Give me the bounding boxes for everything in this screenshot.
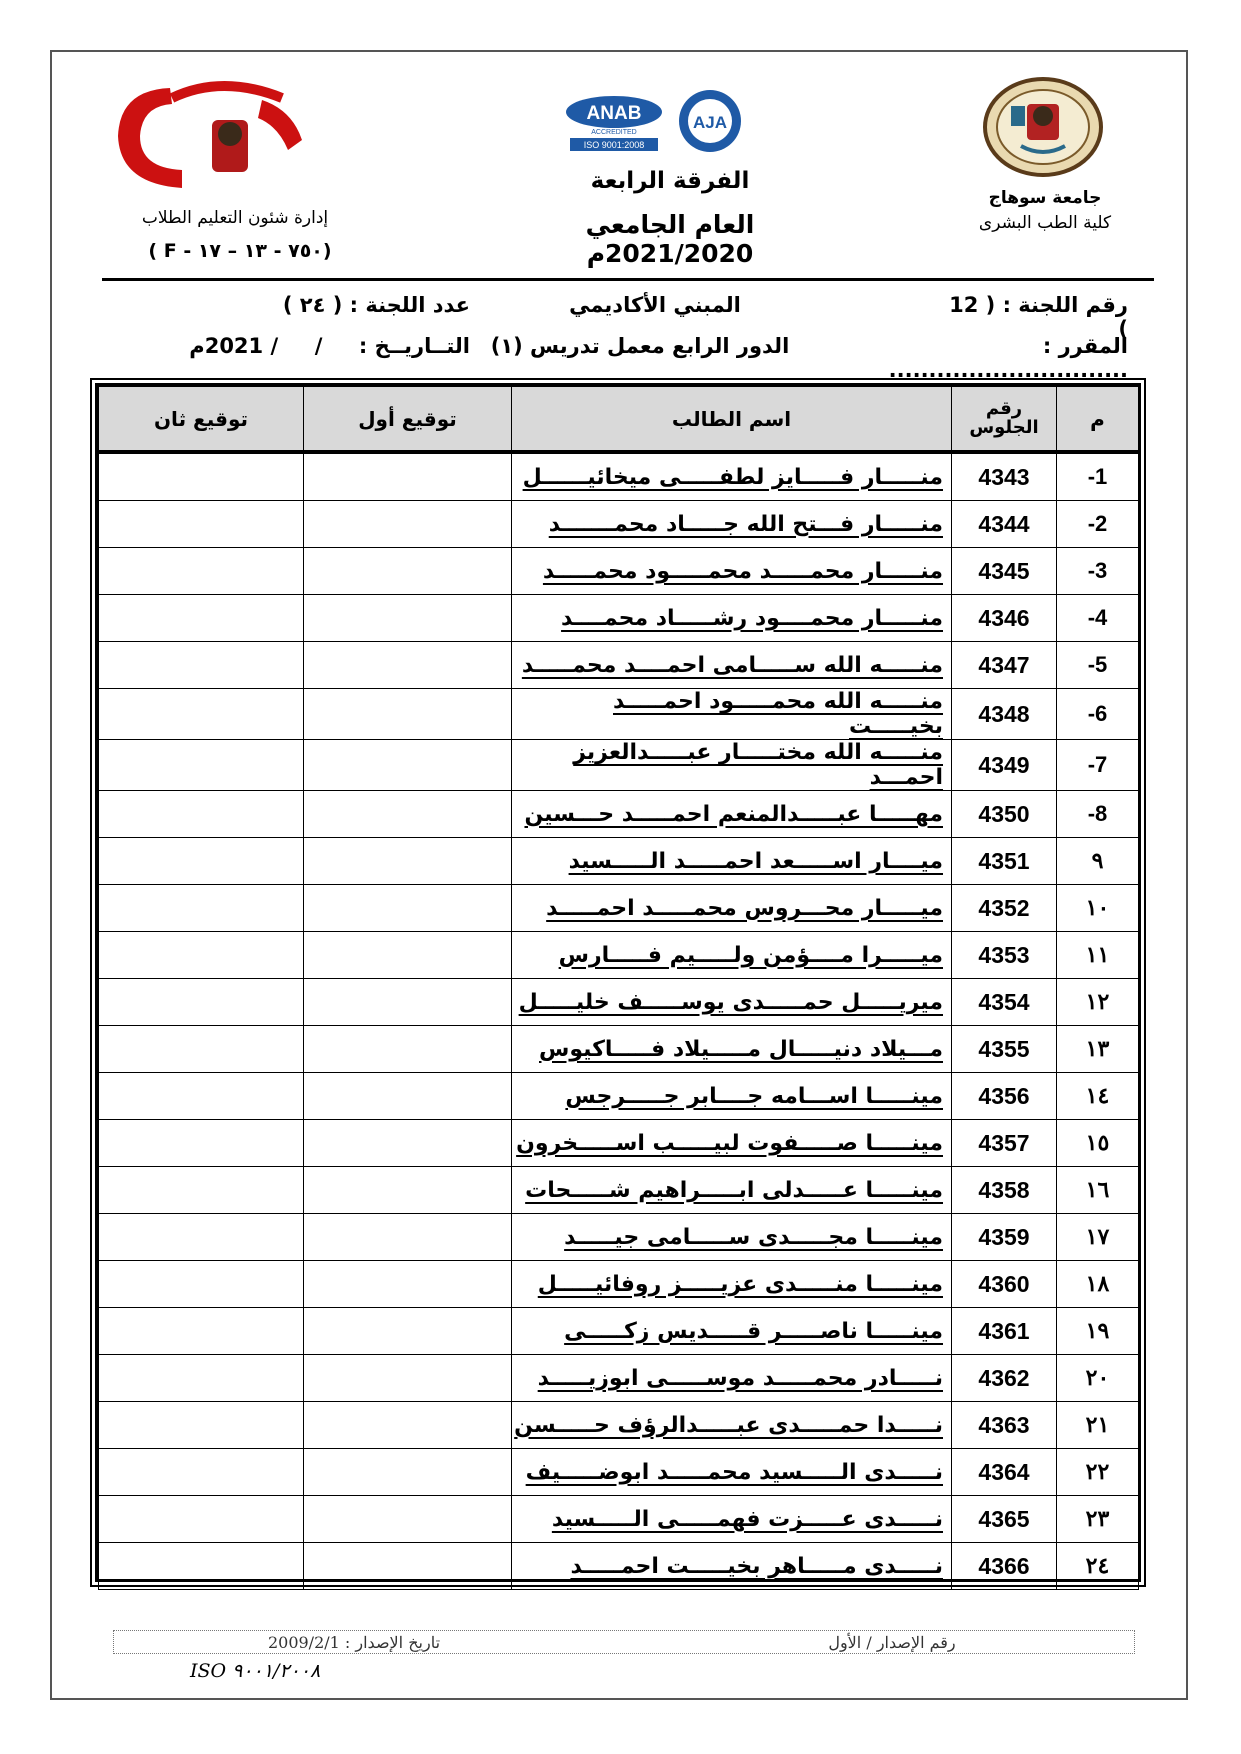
student-name-text: نـــــدى الـــــسيد محمـــــد ابوضـــــيف <box>525 1459 943 1485</box>
iso-badge-text: ISO 9001:2008 <box>583 140 645 150</box>
student-name-text: منـــــار فـــــايز لطفـــــى ميخائيــــــل <box>522 464 943 490</box>
row-index: ٢١ <box>1057 1402 1139 1449</box>
university-name: جامعة سوهاج <box>988 188 1102 208</box>
row-index: ١٦ <box>1057 1167 1139 1214</box>
row-index: 8- <box>1057 791 1139 838</box>
year-group: الفرقة الرابعة <box>590 168 750 194</box>
student-name <box>512 1402 952 1449</box>
seat-number: 4357 <box>952 1120 1057 1167</box>
table-row <box>99 1167 1139 1214</box>
first-signature-cell[interactable] <box>304 1355 512 1402</box>
student-name-text: منـــــار محمـــــد محمـــــود محمـــــد <box>542 558 943 584</box>
second-signature-cell[interactable] <box>99 501 304 548</box>
student-name <box>512 838 952 885</box>
second-signature-cell[interactable] <box>99 1543 304 1590</box>
exam-round: الدور الرابع معمل تدريس (١) <box>490 334 790 358</box>
second-signature-cell[interactable] <box>99 1355 304 1402</box>
table-row <box>99 501 1139 548</box>
second-signature-cell[interactable] <box>99 1449 304 1496</box>
col-name-header: اسم الطالب <box>512 387 952 453</box>
accreditation-badges <box>562 88 752 154</box>
seat-number: 4346 <box>952 595 1057 642</box>
second-signature-cell[interactable] <box>99 838 304 885</box>
table-row <box>99 1355 1139 1402</box>
seat-number: 4351 <box>952 838 1057 885</box>
first-signature-cell[interactable] <box>304 1496 512 1543</box>
first-signature-cell[interactable] <box>304 979 512 1026</box>
student-name <box>512 979 952 1026</box>
student-name <box>512 501 952 548</box>
student-name <box>512 1026 952 1073</box>
student-name-text: نـــــدا حمـــــدى عبـــــدالرؤف حـــــسن <box>514 1412 943 1438</box>
anab-sub-text: ACCREDITED <box>591 129 637 136</box>
student-name <box>512 1120 952 1167</box>
row-index: 4- <box>1057 595 1139 642</box>
seat-number: 4352 <box>952 885 1057 932</box>
student-name-text: مـــيلاد دنيـــــال مـــــيلاد فـــــاكيوس <box>539 1036 943 1062</box>
row-index: ١٥ <box>1057 1120 1139 1167</box>
second-signature-cell[interactable] <box>99 885 304 932</box>
row-index: ١٨ <box>1057 1261 1139 1308</box>
second-signature-cell[interactable] <box>99 642 304 689</box>
release-number: رقم الإصدار / الأول <box>828 1633 956 1652</box>
course-field: المقرر : .............................. <box>888 334 1128 382</box>
row-index: ١٢ <box>1057 979 1139 1026</box>
student-name <box>512 642 952 689</box>
first-signature-cell[interactable] <box>304 1120 512 1167</box>
row-index: ٢٠ <box>1057 1355 1139 1402</box>
student-name <box>512 548 952 595</box>
student-name-text: ميـــــار محـــروس محمـــــد احمـــــد <box>546 895 943 921</box>
row-index: ١٤ <box>1057 1073 1139 1120</box>
student-name <box>512 1355 952 1402</box>
student-name <box>512 1543 952 1590</box>
seat-number: 4355 <box>952 1026 1057 1073</box>
first-signature-cell[interactable] <box>304 1214 512 1261</box>
table-row <box>99 1449 1139 1496</box>
iso-footer-mark: ISO ٩٠٠١/٢٠٠٨ <box>190 1660 321 1682</box>
second-signature-cell[interactable] <box>99 689 304 740</box>
committee-number: رقم اللجنة : ( 12 ) <box>949 293 1128 341</box>
table-row <box>99 595 1139 642</box>
second-signature-cell[interactable] <box>99 452 304 501</box>
student-name <box>512 740 952 791</box>
row-index: 7- <box>1057 740 1139 791</box>
student-name-text: مينـــــا اســـامه جــــابر جـــــرجس <box>565 1083 943 1109</box>
first-signature-cell[interactable] <box>304 932 512 979</box>
table-row <box>99 1214 1139 1261</box>
table-row <box>99 932 1139 979</box>
col-sig2-header: توقيع ثان <box>99 387 304 453</box>
student-name <box>512 1496 952 1543</box>
student-name-text: مينـــــا منـــــدى عزيـــــز روفائيـــــل <box>537 1271 943 1297</box>
table-row <box>99 452 1139 501</box>
form-code: ( F - ٧٥٠ - ١٣ – ١٧) <box>148 240 332 262</box>
row-index: 3- <box>1057 548 1139 595</box>
header-divider <box>102 278 1154 281</box>
first-signature-cell[interactable] <box>304 885 512 932</box>
table-row <box>99 689 1139 740</box>
date-field: التــاريــخ : / / 2021م <box>189 334 470 358</box>
second-signature-cell[interactable] <box>99 932 304 979</box>
table-row <box>99 1496 1139 1543</box>
first-signature-cell[interactable] <box>304 1167 512 1214</box>
first-signature-cell[interactable] <box>304 1308 512 1355</box>
first-signature-cell[interactable] <box>304 838 512 885</box>
seat-number: 4358 <box>952 1167 1057 1214</box>
seat-number: 4354 <box>952 979 1057 1026</box>
student-name-text: مينـــــا ناصـــــر قـــــديس زكـــــى <box>564 1318 943 1344</box>
first-signature-cell[interactable] <box>304 1261 512 1308</box>
seat-number: 4366 <box>952 1543 1057 1590</box>
seat-number: 4349 <box>952 740 1057 791</box>
attendance-table <box>98 386 1139 1590</box>
committee-count: عدد اللجنة : ( ٢٤ ) <box>282 293 470 317</box>
student-name-text: نـــــدى عـــــزت فهمـــــى الـــــسيد <box>551 1506 943 1532</box>
second-signature-cell[interactable] <box>99 1261 304 1308</box>
row-index: 6- <box>1057 689 1139 740</box>
second-signature-cell[interactable] <box>99 740 304 791</box>
student-name <box>512 1214 952 1261</box>
first-signature-cell[interactable] <box>304 642 512 689</box>
first-signature-cell[interactable] <box>304 689 512 740</box>
second-signature-cell[interactable] <box>99 1496 304 1543</box>
footer-box <box>113 1630 1135 1654</box>
row-index: 2- <box>1057 501 1139 548</box>
student-name-text: مينـــــا مجـــــدى ســـــامى جيـــــد <box>564 1224 943 1250</box>
table-row <box>99 740 1139 791</box>
student-name <box>512 791 952 838</box>
table-row <box>99 1308 1139 1355</box>
col-seat-header: رقم الجلوس <box>952 387 1057 453</box>
first-signature-cell[interactable] <box>304 791 512 838</box>
student-name-text: ميـــــرا مــــؤمن ولـــــيم فـــــارس <box>558 942 943 968</box>
student-name-text: منـــــه الله ســـــامى احمــــد محمـــــد <box>521 652 943 678</box>
first-signature-cell[interactable] <box>304 740 512 791</box>
student-name-text: مينـــــا صـــــفوت لبيـــــب اســـــخرون <box>516 1130 943 1156</box>
student-affairs-dept: إدارة شئون التعليم الطلاب <box>141 208 329 228</box>
first-signature-cell[interactable] <box>304 1543 512 1590</box>
student-name-text: منـــــه الله مختـــــار عبـــــدالعزيز احمـــد <box>573 740 943 790</box>
row-index: ٢٣ <box>1057 1496 1139 1543</box>
seat-number: 4348 <box>952 689 1057 740</box>
seat-number: 4353 <box>952 932 1057 979</box>
seat-number: 4359 <box>952 1214 1057 1261</box>
student-name-text: منـــــار محمــــود رشـــــاد محمــــد <box>561 605 943 631</box>
seat-number: 4360 <box>952 1261 1057 1308</box>
student-name-text: مينـــــا عـــــدلى ابـــــراهيم شـــــحات <box>525 1177 943 1203</box>
student-name-text: نـــــادر محمـــــد موســـــى ابوزيـــــد <box>537 1365 943 1391</box>
table-header-row <box>99 387 1139 453</box>
seat-number: 4362 <box>952 1355 1057 1402</box>
academic-year: العام الجامعي 2021/2020م <box>585 210 755 268</box>
col-index-header: م <box>1057 387 1139 453</box>
row-index: ١٧ <box>1057 1214 1139 1261</box>
student-name <box>512 595 952 642</box>
university-seal-logo <box>981 76 1105 178</box>
student-name <box>512 452 952 501</box>
first-signature-cell[interactable] <box>304 1449 512 1496</box>
student-name <box>512 885 952 932</box>
row-index: ٢٤ <box>1057 1543 1139 1590</box>
first-signature-cell[interactable] <box>304 1402 512 1449</box>
first-signature-cell[interactable] <box>304 548 512 595</box>
first-signature-cell[interactable] <box>304 501 512 548</box>
table-row <box>99 1261 1139 1308</box>
student-name-text: مهـــــا عبـــــدالمنعم احمـــــد حـــسين <box>524 801 943 827</box>
building-name: المبني الأكاديمي <box>569 293 741 317</box>
row-index: ١٩ <box>1057 1308 1139 1355</box>
faculty-name: كلية الطب البشرى <box>978 213 1112 233</box>
table-row <box>99 838 1139 885</box>
first-signature-cell[interactable] <box>304 1073 512 1120</box>
second-signature-cell[interactable] <box>99 1402 304 1449</box>
table-row <box>99 1026 1139 1073</box>
anab-text: ANAB <box>586 103 642 124</box>
table-row <box>99 1402 1139 1449</box>
student-name-text: نـــــدى مـــــاهر بخيـــــت احمـــــد <box>570 1553 943 1579</box>
seat-number: 4350 <box>952 791 1057 838</box>
row-index: ١٣ <box>1057 1026 1139 1073</box>
seat-number: 4363 <box>952 1402 1057 1449</box>
second-signature-cell[interactable] <box>99 979 304 1026</box>
student-name <box>512 1308 952 1355</box>
student-name <box>512 689 952 740</box>
table-row <box>99 791 1139 838</box>
student-name-text: منـــــار فـــتح الله جـــــاد محمـــــــد <box>548 511 943 537</box>
first-signature-cell[interactable] <box>304 452 512 501</box>
student-name-text: ميريـــــل حمـــــدى يوســـــف خليـــــل <box>518 989 943 1015</box>
attendance-table-frame <box>90 378 1146 1587</box>
student-name-text: منـــــه الله محمـــــود احمـــــد بخيـــــت <box>613 689 943 739</box>
row-index: ١٠ <box>1057 885 1139 932</box>
row-index: ٢٢ <box>1057 1449 1139 1496</box>
aja-text: AJA <box>692 113 728 132</box>
row-index: 1- <box>1057 452 1139 501</box>
second-signature-cell[interactable] <box>99 1167 304 1214</box>
second-signature-cell[interactable] <box>99 1214 304 1261</box>
seat-number: 4347 <box>952 642 1057 689</box>
second-signature-cell[interactable] <box>99 1026 304 1073</box>
student-name <box>512 1167 952 1214</box>
table-row <box>99 979 1139 1026</box>
second-signature-cell[interactable] <box>99 1120 304 1167</box>
student-name <box>512 1449 952 1496</box>
table-row <box>99 1543 1139 1590</box>
table-row <box>99 1073 1139 1120</box>
row-index: ١١ <box>1057 932 1139 979</box>
seat-number: 4361 <box>952 1308 1057 1355</box>
student-name <box>512 932 952 979</box>
first-signature-cell[interactable] <box>304 1026 512 1073</box>
second-signature-cell[interactable] <box>99 548 304 595</box>
student-name <box>512 1073 952 1120</box>
seat-number: 4343 <box>952 452 1057 501</box>
student-name-text: ميــــار اســـــعد احمـــــد الـــــسيد <box>568 848 943 874</box>
table-row <box>99 642 1139 689</box>
second-signature-cell[interactable] <box>99 1308 304 1355</box>
seat-number: 4344 <box>952 501 1057 548</box>
table-row <box>99 1120 1139 1167</box>
student-name <box>512 1261 952 1308</box>
second-signature-cell[interactable] <box>99 1073 304 1120</box>
table-row <box>99 548 1139 595</box>
seat-number: 4345 <box>952 548 1057 595</box>
first-signature-cell[interactable] <box>304 595 512 642</box>
seat-number: 4364 <box>952 1449 1057 1496</box>
row-index: 5- <box>1057 642 1139 689</box>
col-sig1-header: توقيع أول <box>304 387 512 453</box>
second-signature-cell[interactable] <box>99 595 304 642</box>
second-signature-cell[interactable] <box>99 791 304 838</box>
seat-number: 4356 <box>952 1073 1057 1120</box>
table-row <box>99 885 1139 932</box>
seat-number: 4365 <box>952 1496 1057 1543</box>
row-index: ٩ <box>1057 838 1139 885</box>
release-date: تاريخ الإصدار : 2009/2/1 <box>267 1633 441 1652</box>
faculty-logo <box>112 80 310 194</box>
